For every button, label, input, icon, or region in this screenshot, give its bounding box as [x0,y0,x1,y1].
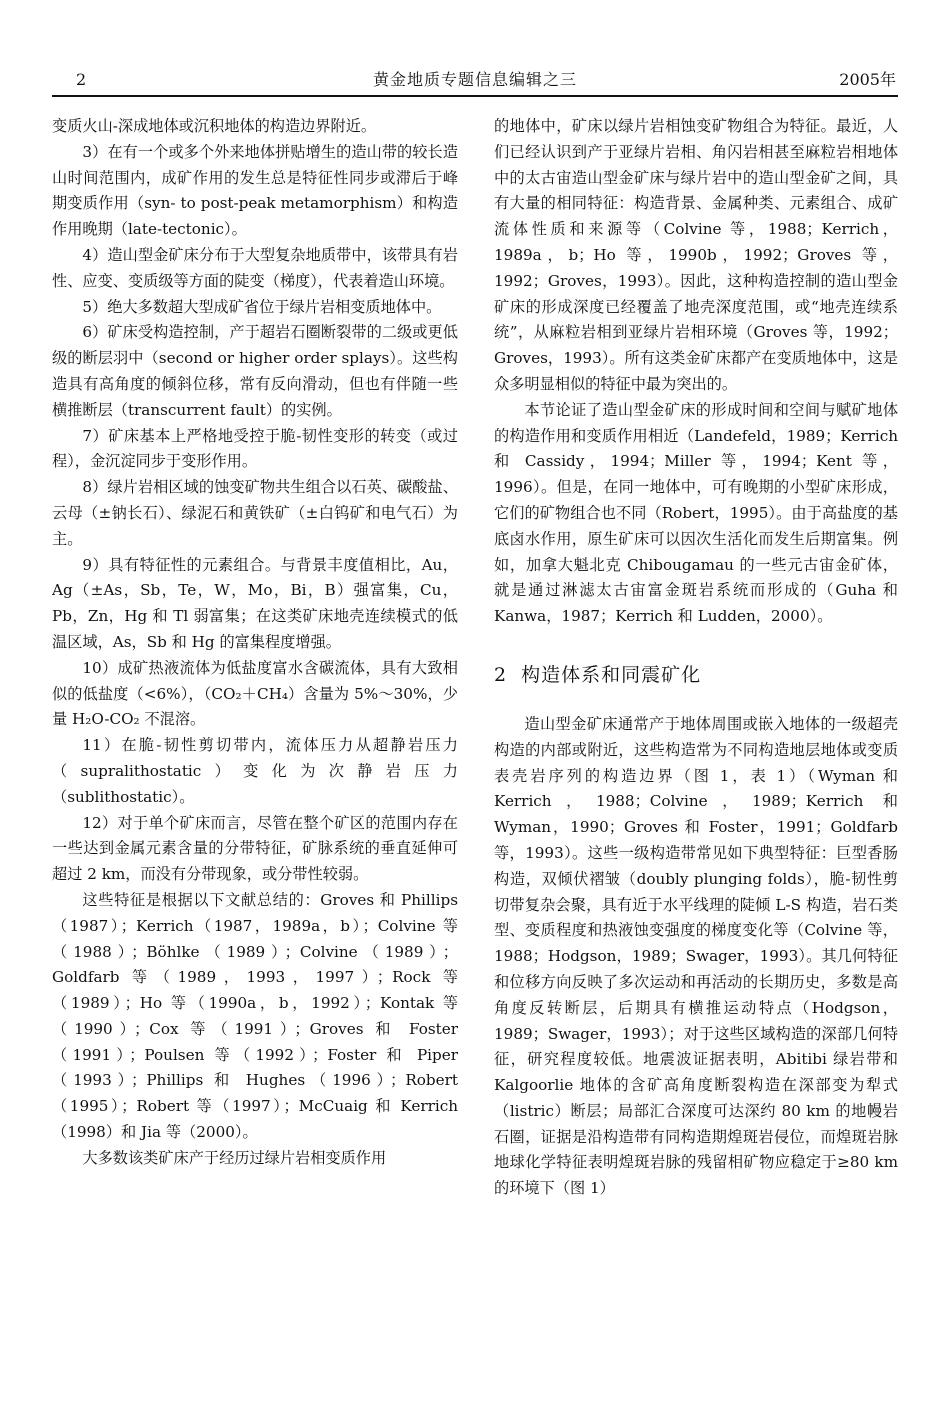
paragraph: 大多数该类矿床产于经历过绿片岩相变质作用 [82,1148,387,1167]
paragraph: 造山型金矿床通常产于地体周围或嵌入地体的一级超壳构造的内部或附近，这些构造常为不同构造地层地体或变质表壳岩序列的构造边界（图 1，表 1）（Wyman 和 Kerrich，1988；Colvine，1989；Kerrich 和 Wyman，1990；Groves 和 Foster，1991；Goldfarb 等，1993）。这些一级构造带常见如下典型特征：巨型香肠构造，双倾伏褶皱（doubly plunging folds），脆-韧性剪切带复杂会聚，具有近于水平线理的陡倾 L-S 构造，岩石类型、变质程度和热液蚀变强度的梯度变化等（Colvine 等，1988；Hodgson，1989；Swager，1993）。其几何特征和位移方向反映了多次运动和再活动的长期历史，多数是高角度反转断层，后期具有横推运动特点（Hodgson，1989；Swager，1993）；对于这些区域构造的深部几何特征，研究程度较低。地震波证据表明，Abitibi 绿岩带和 Kalgoorlie 地体的含矿高角度断裂构造在深部变为犁式（listric）断层；局部汇合深度可达深约 80 km 的地幔岩石圈，证据是沿构造带有同构造期煌斑岩侵位，而煌斑岩脉地球化学特征表明煌斑岩脉的残留相矿物应稳定于≥80 km 的环境下（图 1） [494,714,898,1198]
paragraph: 的地体中，矿床以绿片岩相蚀变矿物组合为特征。最近，人们已经认识到产于亚绿片岩相、角闪岩相甚至麻粒岩相地体中的太古宙造山型金矿床与绿片岩中的造山型金矿之间，具有大量的相同特征：构造背景、金属种类、元素组合、成矿流体性质和来源等（Colvine 等，1988；Kerrich，1989a，b；Ho 等，1990b，1992；Groves 等，1992；Groves，1993）。因此，这种构造控制的造山型金矿床的形成深度已经覆盖了地壳深度范围，或“地壳连续系统”，从麻粒岩相到亚绿片岩相环境（Groves 等，1992；Groves，1993）。所有这类金矿床都产在变质地体中，这是众多明显相似的特征中最为突出的。 [494,117,898,393]
left-column [52,114,458,1364]
paragraph: 10）成矿热液流体为低盐度富水含碳流体，具有大致相似的低盐度（<6%），（CO₂＋CH₄）含量为 5%～30%，少量 H₂O-CO₂ 不混溶。 [52,658,458,729]
section-number: 2 [494,663,508,686]
header-rule [52,95,898,97]
journal-title: 黄金地质专题信息编辑之三 [372,70,577,89]
paragraph: 变质火山-深成地体或沉积地体的构造边界附近。 [52,117,377,135]
paragraph: 4）造山型金矿床分布于大型复杂地质带中，该带具有岩性、应变、变质级等方面的陡变（梯度），代表着造山环境。 [52,245,458,290]
page-number: 2 [76,70,87,89]
paragraph: 3）在有一个或多个外来地体拼贴增生的造山带的较长造山时间范围内，成矿作用的发生总是特征性同步或滞后于峰期变质作用（syn- to post-peak metamorphism）和构造作用晚期（late-tectonic）。 [52,142,458,239]
paragraph: 这些特征是根据以下文献总结的：Groves 和 Phillips（1987）；Kerrich（1987，1989a，b）；Colvine 等（1988）；Böhlke（1989）；Colvine（1989）；Goldfarb 等（1989，1993，1997）；Rock 等（1989）；Ho 等（1990a，b，1992）；Kontak 等（1990）；Cox 等（1991）；Groves 和 Foster（1991）；Poulsen 等（1992）；Foster 和 Piper（1993）；Phillips 和 Hughes（1996）；Robert（1995）；Robert 等（1997）；McCuaig 和 Kerrich（1998）和 Jia 等（2000）。 [52,890,458,1142]
paragraph: 11）在脆-韧性剪切带内，流体压力从超静岩压力（supralithostatic）变化为次静岩压力（sublithostatic）。 [52,736,458,806]
paragraph: 6）矿床受构造控制，产于超岩石圈断裂带的二级或更低级的断层羽中（second or higher order splays）。这些构造具有高角度的倾斜位移，常有反向滑动，但也有伴随一些横推断层（transcurrent fault）的实例。 [52,323,458,419]
paragraph: 5）绝大多数超大型成矿省位于绿片岩相变质地体中。 [82,297,442,316]
paragraph: 9）具有特征性的元素组合。与背景丰度值相比，Au，Ag（±As，Sb，Te，W，Mo，Bi，B）强富集，Cu，Pb，Zn，Hg 和 Tl 弱富集；在这类矿床地壳连续模式的低温区域，As，Sb 和 Hg 的富集程度增强。 [52,555,458,651]
year: 2005年 [839,70,896,89]
running-header [52,66,898,94]
paragraph: 7）矿床基本上严格地受控于脆-韧性变形的转变（或过程），金沉淀同步于变形作用。 [52,426,458,471]
right-column [494,114,898,1364]
paragraph: 本节论证了造山型金矿床的形成时间和空间与赋矿地体的构造作用和变质作用相近（Landefeld，1989；Kerrich 和 Cassidy，1994；Miller 等，1994；Kent 等，1996）。但是，在同一地体中，可有晚期的小型矿床形成，它们的矿物组合也不同（Robert，1995）。由于高盐度的基底卤水作用，原生矿床可以因次生活化而发生后期富集。例如，加拿大魁北克 Chibougamau 的一些元古宙金矿体，就是通过淋滤太古宙富金斑岩系统而形成的（Guha 和 Kanwa，1987；Kerrich 和 Ludden，2000）。 [494,400,898,626]
paragraph: 8）绿片岩相区域的蚀变矿物共生组合以石英、碳酸盐、云母（±钠长石）、绿泥石和黄铁矿（±白钨矿和电气石）为主。 [52,478,458,548]
section-title: 构造体系和同震矿化 [521,663,702,686]
section-heading [494,662,898,688]
paragraph: 12）对于单个矿床而言，尽管在整个矿区的范围内存在一些达到金属元素含量的分带特征，矿脉系统的垂直延伸可超过 2 km，而没有分带现象，或分带性较弱。 [52,813,458,884]
